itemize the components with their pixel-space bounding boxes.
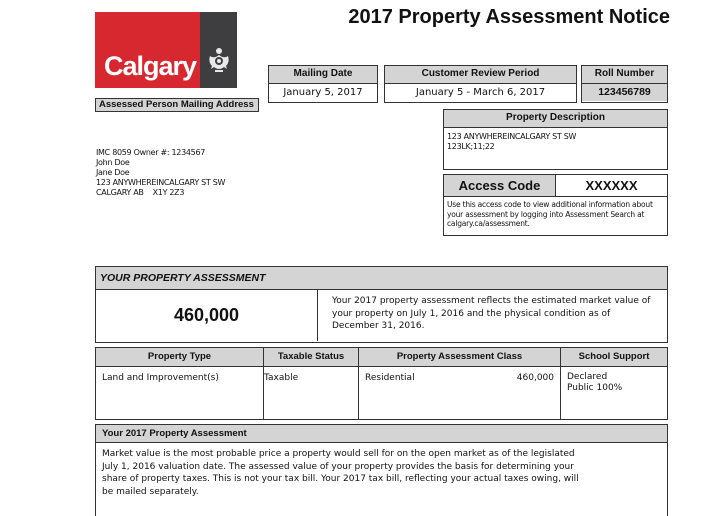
cell-property-type: Land and Improvement(s) bbox=[96, 367, 264, 419]
roll-number-box bbox=[581, 65, 668, 103]
table-row bbox=[96, 367, 667, 419]
calgary-logo bbox=[95, 12, 200, 88]
city-crest-panel bbox=[200, 12, 237, 88]
property-address: 123 ANYWHEREINCALGARY ST SW bbox=[447, 132, 577, 141]
mailing-date-label: Mailing Date bbox=[269, 66, 377, 84]
table-header-row bbox=[96, 348, 667, 367]
assessment-heading: YOUR PROPERTY ASSESSMENT bbox=[96, 267, 667, 290]
logo-text: Calgary bbox=[104, 51, 197, 81]
access-code-note: Use this access code to view additional information about your assessment by logging into Assessment Search at calgary.ca/assessment. bbox=[447, 200, 653, 228]
header-assessment-class: Property Assessment Class bbox=[359, 348, 561, 366]
header-property-type: Property Type bbox=[96, 348, 264, 366]
header-school-support: School Support bbox=[578, 351, 650, 362]
assessment-description: Your 2017 property assessment reflects the estimated market value of your property on July 1, 2016 and the physical condition as of December 31, 2016. bbox=[332, 296, 651, 331]
page-title: 2017 Property Assessment Notice bbox=[348, 6, 670, 28]
access-code-value: XXXXXX bbox=[585, 178, 638, 193]
review-period-value: January 5 - March 6, 2017 bbox=[415, 87, 546, 98]
assessment-class-name: Residential bbox=[365, 373, 415, 383]
roll-number-label: Roll Number bbox=[582, 66, 667, 84]
mailing-address-label: Assessed Person Mailing Address bbox=[95, 98, 259, 112]
header-taxable-status: Taxable Status bbox=[264, 348, 359, 366]
assessment-class-value: 460,000 bbox=[516, 373, 554, 383]
review-period-label: Customer Review Period bbox=[385, 66, 576, 84]
explanation-box bbox=[95, 424, 668, 516]
address-line: IMC 8059 Owner #: 1234567 bbox=[96, 148, 206, 157]
cell-assessment-class bbox=[359, 367, 561, 419]
access-code-label: Access Code bbox=[444, 175, 556, 196]
cell-taxable-status: Taxable bbox=[264, 367, 359, 419]
mailing-date-value: January 5, 2017 bbox=[283, 87, 363, 98]
property-description-label: Property Description bbox=[444, 110, 667, 128]
explanation-heading: Your 2017 Property Assessment bbox=[96, 425, 667, 443]
assessment-value: 460,000 bbox=[96, 290, 318, 341]
roll-number-value: 123456789 bbox=[582, 84, 667, 101]
school-support-status: Declared bbox=[567, 372, 608, 382]
city-crest-icon bbox=[206, 46, 232, 74]
cell-school-support bbox=[561, 367, 667, 419]
mailing-address bbox=[96, 148, 225, 198]
property-description-box bbox=[443, 109, 668, 170]
address-line: John Doe bbox=[96, 158, 130, 167]
property-details-table bbox=[95, 347, 668, 420]
address-line: CALGARY AB X1Y 2Z3 bbox=[96, 188, 185, 197]
address-line: Jane Doe bbox=[96, 168, 130, 177]
explanation-text: Market value is the most probable price a property would sell for on the open market as of the legislated July 1, 2016 valuation date. The assessed value of your property provides the basis for determining your share of property taxes. This is not your tax bill. Your 2017 tax bill, reflecting your actual taxes owing, will be mailed separately. bbox=[102, 449, 579, 497]
mailing-date-box bbox=[268, 65, 378, 103]
property-legal: 123LK;11;22 bbox=[447, 142, 495, 151]
access-code-box bbox=[443, 174, 668, 236]
property-assessment-box bbox=[95, 266, 668, 343]
address-line: 123 ANYWHEREINCALGARY ST SW bbox=[96, 178, 226, 187]
school-support-allocation: Public 100% bbox=[567, 383, 623, 393]
review-period-box bbox=[384, 65, 577, 103]
